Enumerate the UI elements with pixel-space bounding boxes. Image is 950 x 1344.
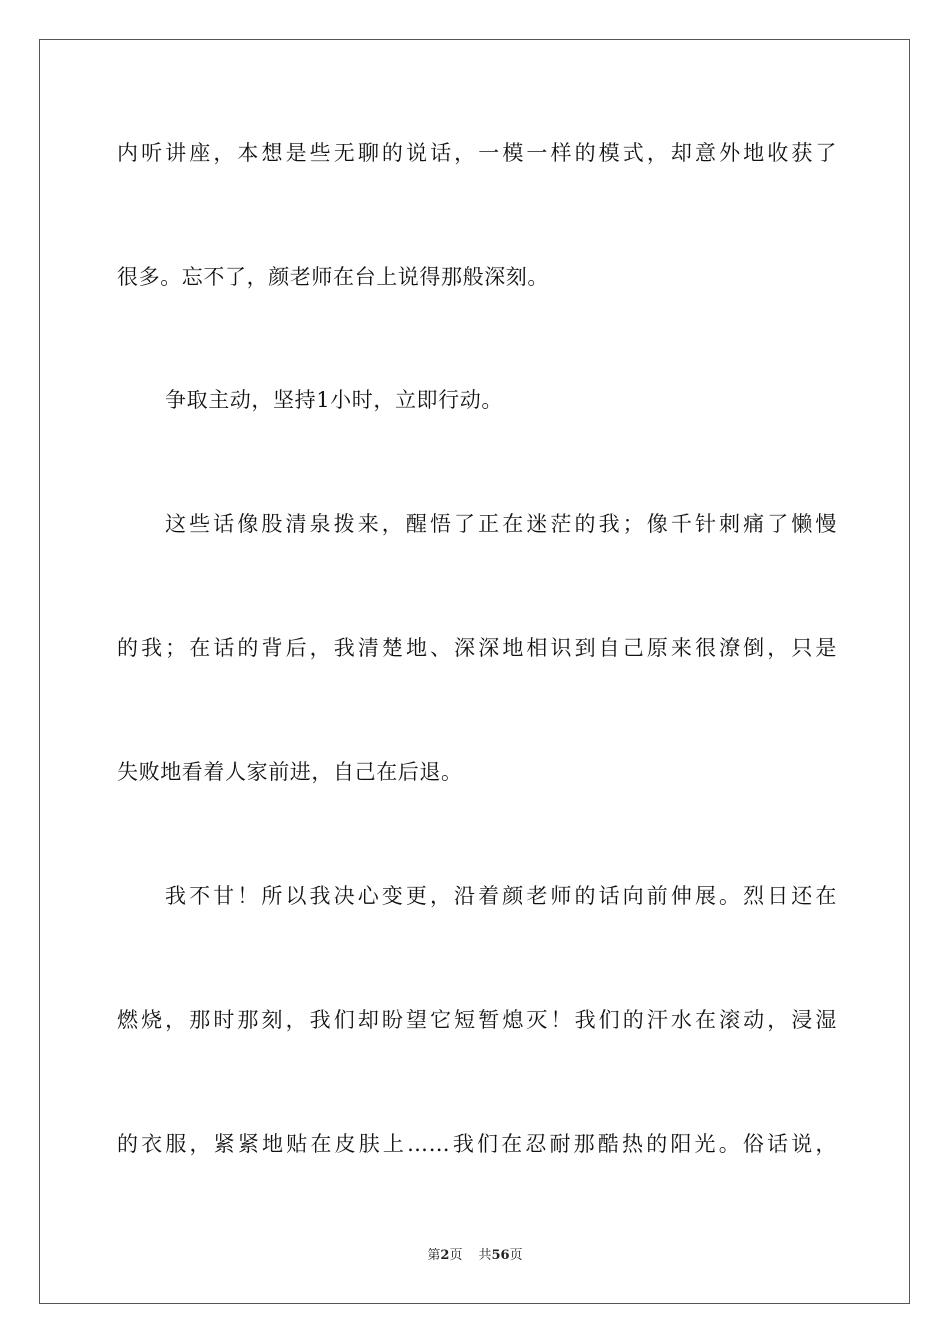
total-prefix: 共 <box>478 1248 492 1263</box>
page-prefix: 第 <box>427 1248 441 1263</box>
total-suffix: 页 <box>509 1248 523 1263</box>
text-line-9: 的衣服，紧紧地贴在皮肤上……我们在忍耐那酷热的阳光。俗话说， <box>117 1132 837 1156</box>
text-line-8: 燃烧，那时那刻，我们却盼望它短暂熄灭！我们的汗水在滚动，浸湿 <box>117 1008 837 1032</box>
text-line-6: 失败地看着人家前进，自己在后退。 <box>117 760 463 784</box>
text-line-2: 很多。忘不了，颜老师在台上说得那般深刻。 <box>117 265 549 289</box>
text-line-1: 内听讲座，本想是些无聊的说话，一模一样的模式，却意外地收获了 <box>117 141 837 165</box>
page-number: 2 <box>440 1248 450 1263</box>
total-pages: 56 <box>491 1248 510 1263</box>
text-line-4: 这些话像股清泉拨来，醒悟了正在迷茫的我；像千针刺痛了懒慢 <box>165 512 837 536</box>
text-line-7: 我不甘！所以我决心变更，沿着颜老师的话向前伸展。烈日还在 <box>165 884 837 908</box>
text-line-5: 的我；在话的背后，我清楚地、深深地相识到自己原来很潦倒，只是 <box>117 636 837 660</box>
page-footer <box>0 1247 950 1265</box>
page-frame <box>39 39 910 1304</box>
page-suffix: 页 <box>449 1248 463 1263</box>
text-line-3: 争取主动，坚持1小时，立即行动。 <box>165 388 503 412</box>
